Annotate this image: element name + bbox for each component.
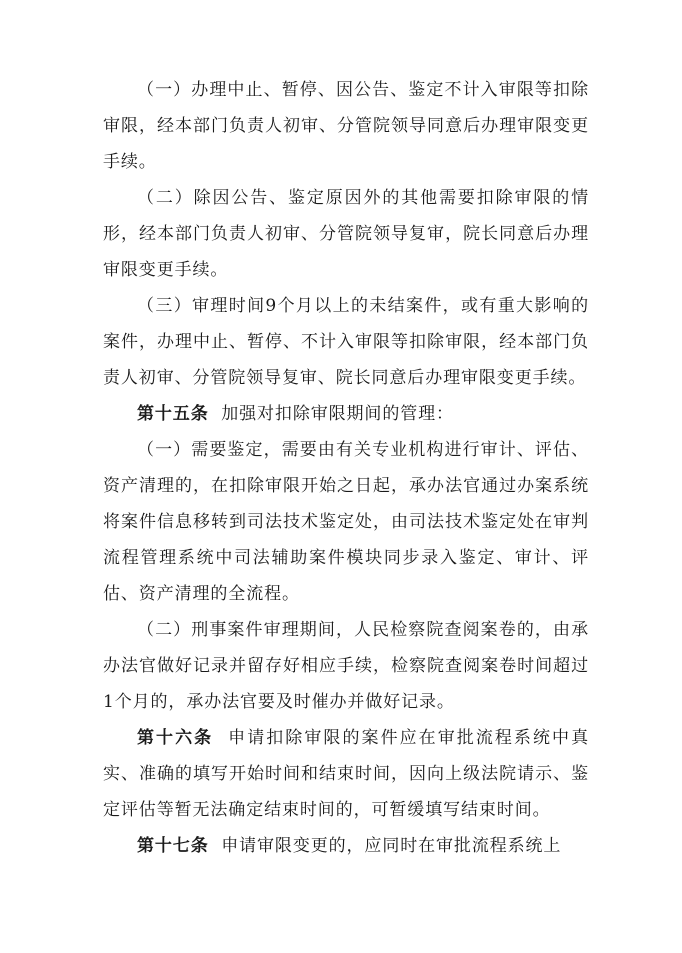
- paragraph-text: （一）需要鉴定，需要由有关专业机构进行审计、评估、资产清理的，在扣除审限开始之日起，承办法官通过办案系统将案件信息移转到司法技术鉴定处，由司法技术鉴定处在审判流程管理系统中司法辅助案件模块同步录入鉴定、审计、评估、资产清理的全流程。: [103, 440, 589, 604]
- article-15: [103, 396, 589, 432]
- article-text: 申请扣除审限的案件应在审批流程系统中真实、准确的填写开始时间和结束时间，因向上级法院请示、鉴定评估等暂无法确定结束时间的，可暂缓填写结束时间。: [103, 728, 589, 820]
- article-title: 第十五条: [137, 404, 209, 424]
- document-body: [103, 72, 589, 864]
- article-16: [103, 720, 589, 828]
- article-17: [103, 828, 589, 864]
- paragraph-article-15-clause-1: [103, 432, 589, 612]
- article-text: 加强对扣除审限期间的管理：: [221, 404, 454, 424]
- paragraph-clause-1: [103, 72, 589, 180]
- paragraph-text: （一）办理中止、暂停、因公告、鉴定不计入审限等扣除审限，经本部门负责人初审、分管院领导同意后办理审限变更手续。: [103, 80, 589, 172]
- article-text: 申请审限变更的，应同时在审批流程系统上: [221, 836, 562, 856]
- paragraph-article-15-clause-2: [103, 612, 589, 720]
- paragraph-clause-2: [103, 180, 589, 288]
- article-title: 第十七条: [137, 836, 209, 856]
- paragraph-text: （二）刑事案件审理期间，人民检察院查阅案卷的，由承办法官做好记录并留存好相应手续，检察院查阅案卷时间超过1个月的，承办法官要及时催办并做好记录。: [103, 620, 589, 712]
- paragraph-text: （二）除因公告、鉴定原因外的其他需要扣除审限的情形，经本部门负责人初审、分管院领导复审，院长同意后办理审限变更手续。: [103, 188, 589, 280]
- paragraph-clause-3: [103, 288, 589, 396]
- article-title: 第十六条: [137, 728, 214, 748]
- paragraph-text: （三）审理时间9个月以上的未结案件，或有重大影响的案件，办理中止、暂停、不计入审限等扣除审限，经本部门负责人初审、分管院领导复审、院长同意后办理审限变更手续。: [103, 296, 589, 388]
